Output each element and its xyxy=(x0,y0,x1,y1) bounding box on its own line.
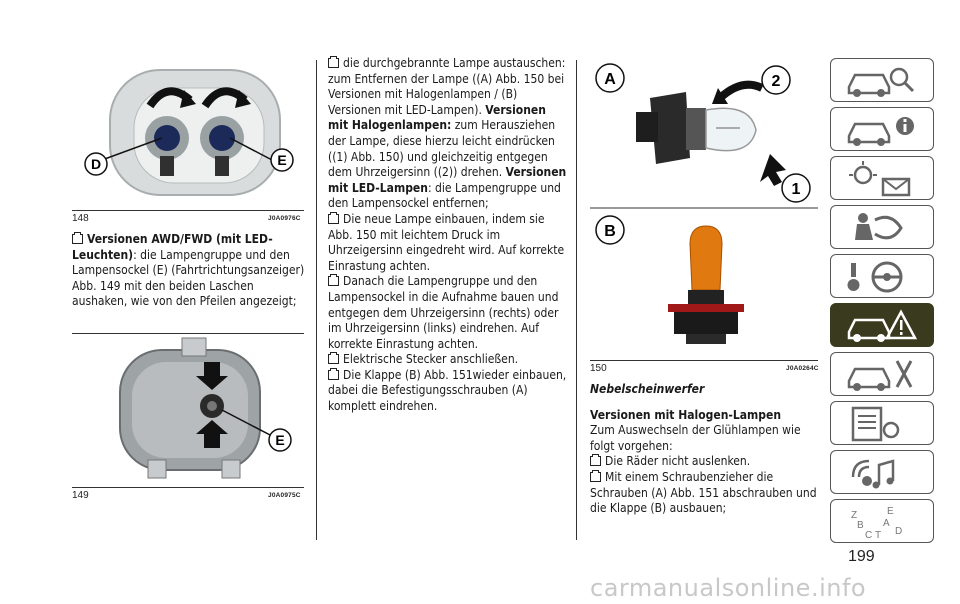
step-bullet-icon xyxy=(328,354,339,364)
figure-148-number: 148 xyxy=(72,213,89,224)
svg-text:T: T xyxy=(875,530,882,540)
step-bullet-icon xyxy=(328,214,339,224)
callout-b: B xyxy=(604,223,616,240)
step-replace-bulb: die durchgebrannte Lampe austauschen: zum Entfernen der Lampe ((A) Abb. 150 bei Versionen mit Halogenlampen / (B) Versionen mit LED-Lampen). Versionen mit Halogenlampen: zum Herausziehen der Lampe, diese hierzu leicht eindrücken ((1) Abb. 150) und gleichzeitig entgegen dem Uhrzeigersinn ((2)) drehen. Versionen mit LED-Lampen: die Lampengruppe und den Lampensockel entfernen; xyxy=(328,56,567,211)
nav-tab-safety-lights[interactable] xyxy=(830,156,934,200)
nav-tab-emergency[interactable] xyxy=(830,303,934,347)
step-screwdriver: Mit einem Schraubenzieher die Schrauben (A) Abb. 151 abschrauben und die Klappe (B) ausbauen; xyxy=(590,469,817,516)
callout-d: D xyxy=(90,156,102,172)
column-3-text xyxy=(590,382,818,517)
nav-tab-starting-driving[interactable] xyxy=(830,254,934,298)
index-letters-icon xyxy=(843,504,923,540)
nav-tab-technical-data[interactable] xyxy=(830,401,934,445)
nav-tab-servicing[interactable] xyxy=(830,352,934,396)
column-divider-1 xyxy=(316,60,317,540)
car-info-icon xyxy=(843,112,923,148)
step-bullet-icon xyxy=(328,370,339,380)
bulb-types-illustration xyxy=(590,58,818,358)
nav-tab-instrument-panel[interactable] xyxy=(830,107,934,151)
nav-tab-get-to-know[interactable] xyxy=(830,58,934,102)
intro-text: Zum Auswechseln der Glühlampen wie folgt vorgehen: xyxy=(590,423,801,453)
lights-message-icon xyxy=(843,161,923,197)
document-specs-icon xyxy=(843,406,923,442)
callout-e: E xyxy=(277,152,287,168)
car-search-icon xyxy=(843,63,923,99)
figure-148-rule xyxy=(72,210,304,211)
column-1-text xyxy=(72,232,308,310)
figure-149-top-rule xyxy=(72,333,304,334)
section-title: Nebelscheinwerfer xyxy=(590,382,705,396)
page-number: 199 xyxy=(848,548,875,565)
figure-148 xyxy=(72,60,304,208)
figure-148-code: J0A0976C xyxy=(268,215,301,222)
figure-150-rule xyxy=(590,360,818,361)
figure-149-number: 149 xyxy=(72,490,89,501)
steering-controls-icon xyxy=(843,259,923,295)
step-bullet-icon xyxy=(590,456,601,466)
svg-text:D: D xyxy=(895,526,903,537)
car-warning-icon xyxy=(843,308,923,344)
step-bullet-icon xyxy=(72,234,83,244)
step-connect-plugs: Elektrische Stecker anschließen. xyxy=(328,352,568,368)
figure-149 xyxy=(72,336,304,484)
callout-1: 1 xyxy=(791,181,801,198)
svg-text:B: B xyxy=(857,520,864,531)
airbag-icon xyxy=(843,210,923,246)
svg-text:E: E xyxy=(887,506,894,517)
watermark: carmanualsonline.info xyxy=(590,574,867,602)
step-refit-cover: Die Klappe (B) Abb. 151wieder einbauen, dabei die Befestigungsschrauben (A) komplett eindrehen. xyxy=(328,367,567,414)
turn-signal-socket-illustration xyxy=(72,336,304,484)
step-bullet-icon xyxy=(328,58,339,68)
figure-150-code: J0A0264C xyxy=(786,365,819,372)
step-wheels: Die Räder nicht auslenken. xyxy=(590,454,818,470)
callout-a: A xyxy=(604,71,616,88)
figure-150 xyxy=(590,58,818,358)
svg-text:C: C xyxy=(865,530,873,540)
step-bullet-icon xyxy=(328,276,339,286)
multimedia-icon xyxy=(843,455,923,491)
subheading: Versionen mit Halogen-Lampen xyxy=(590,407,782,422)
svg-text:A: A xyxy=(883,518,890,529)
awd-fwd-heading: Versionen AWD/FWD (mit LED-Leuchten) xyxy=(72,232,273,262)
step-bullet-icon xyxy=(590,472,601,482)
step-install-bulb: Die neue Lampe einbauen, indem sie Abb. 150 mit leichtem Druck im Uhrzeigersinn eingedreht wird. Auf korrekte Einrastung achten. xyxy=(328,211,565,273)
callout-2: 2 xyxy=(771,73,781,90)
column-2-text xyxy=(328,56,568,415)
figure-149-rule xyxy=(72,487,304,488)
nav-tab-index[interactable] xyxy=(830,499,934,543)
column-divider-2 xyxy=(576,60,577,540)
figure-150-number: 150 xyxy=(590,363,607,374)
nav-tab-safety[interactable] xyxy=(830,205,934,249)
headlamp-bulbs-illustration xyxy=(72,60,304,208)
nav-tab-multimedia[interactable] xyxy=(830,450,934,494)
callout-e: E xyxy=(275,432,285,448)
car-tools-icon xyxy=(843,357,923,393)
figure-149-code: J0A0975C xyxy=(268,492,301,499)
awd-fwd-text: : die Lampengruppe und den Lampensockel (E) (Fahrtrichtungsanzeiger) Abb. 149 mit den beiden Laschen aushaken, wie von den Pfeilen angezeigt; xyxy=(72,247,305,309)
step-mount-group: Danach die Lampengruppe und den Lampensockel in die Aufnahme bauen und entgegen dem Uhrzeigersinn (rechts) oder im Uhrzeigersinn (links) eindrehen. Auf korrekte Einrastung achten. xyxy=(328,274,559,351)
svg-text:Z: Z xyxy=(851,510,858,521)
